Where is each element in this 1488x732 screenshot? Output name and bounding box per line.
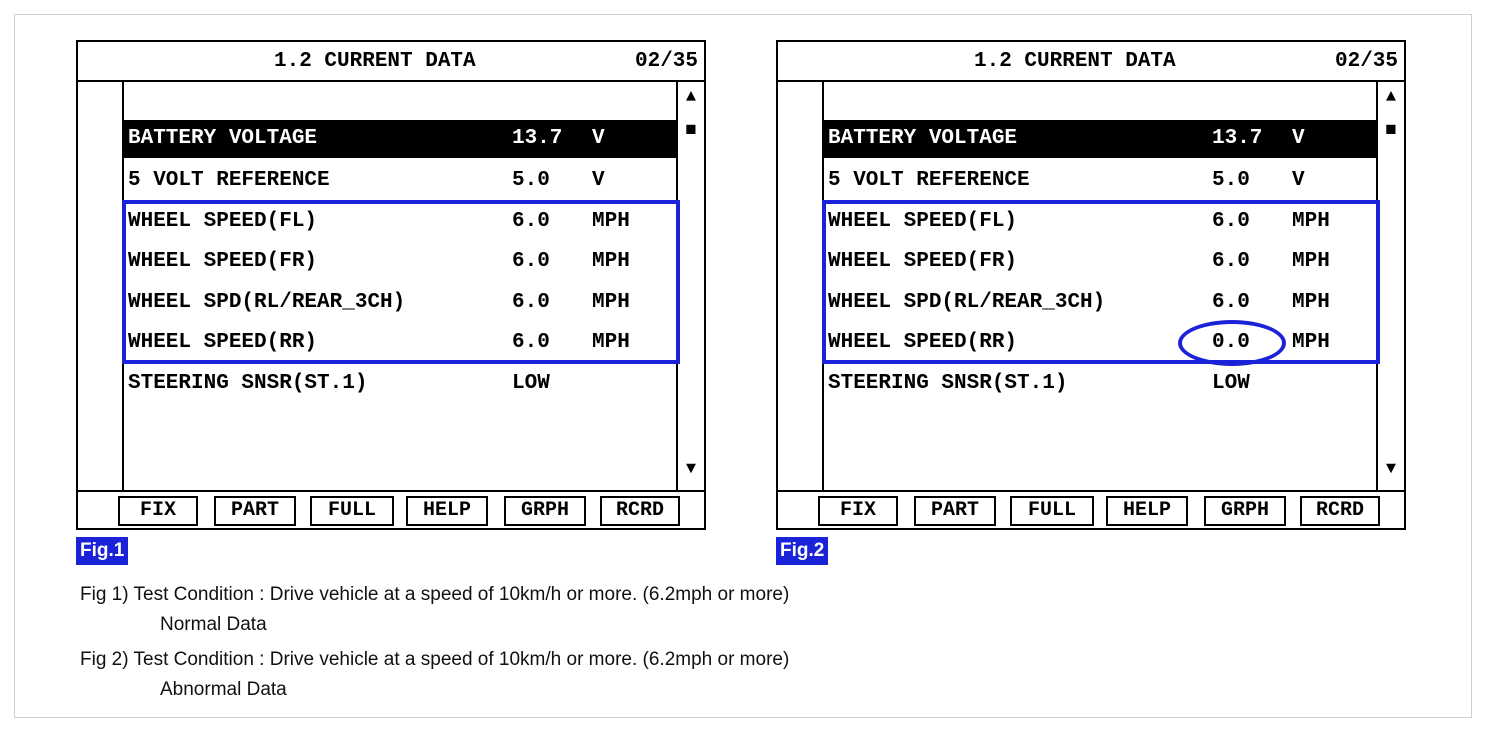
data-row-wheel-speed-fr[interactable] — [824, 243, 1376, 281]
row-value: 13.7 — [512, 127, 563, 150]
data-row-steering-sensor[interactable] — [124, 365, 676, 403]
row-unit: V — [592, 169, 605, 192]
screen-header — [78, 42, 704, 82]
data-row-wheel-spd-rl[interactable] — [824, 284, 1376, 322]
row-name: 5 VOLT REFERENCE — [128, 169, 330, 192]
fig1-test-condition: Fig 1) Test Condition : Drive vehicle at a speed of 10km/h or more. (6.2mph or more) — [80, 584, 790, 605]
row-name: WHEEL SPD(RL/REAR_3CH) — [128, 291, 406, 314]
row-unit: MPH — [1292, 291, 1330, 314]
data-row-wheel-speed-rr[interactable] — [124, 324, 676, 362]
page-counter: 02/35 — [634, 50, 698, 73]
row-unit: MPH — [592, 250, 630, 273]
scroll-up-icon[interactable]: ▲ — [685, 88, 697, 107]
data-row-wheel-speed-rr[interactable] — [824, 324, 1376, 362]
row-name: WHEEL SPEED(FL) — [128, 210, 318, 233]
row-value: 6.0 — [512, 250, 550, 273]
scroll-down-icon[interactable]: ▼ — [1385, 460, 1397, 479]
row-value: 13.7 — [1212, 127, 1263, 150]
scroll-down-icon[interactable]: ▼ — [685, 460, 697, 479]
row-value: LOW — [512, 372, 550, 395]
row-value: 0.0 — [1212, 331, 1250, 354]
data-row-wheel-speed-fr[interactable] — [124, 243, 676, 281]
scroll-up-icon[interactable]: ▲ — [1385, 88, 1397, 107]
row-value: 6.0 — [1212, 250, 1250, 273]
help-button[interactable]: HELP — [406, 496, 488, 526]
full-button[interactable]: FULL — [1010, 496, 1094, 526]
row-name: BATTERY VOLTAGE — [128, 127, 318, 150]
row-unit: MPH — [592, 331, 630, 354]
row-unit: MPH — [592, 210, 630, 233]
fig2-result: Abnormal Data — [160, 679, 287, 700]
row-unit: MPH — [592, 291, 630, 314]
row-name: 5 VOLT REFERENCE — [828, 169, 1030, 192]
scanner-screen-fig1 — [76, 40, 706, 530]
fix-button[interactable]: FIX — [818, 496, 898, 526]
fig1-label: Fig.1 — [76, 537, 128, 565]
part-button[interactable]: PART — [914, 496, 996, 526]
row-unit: MPH — [1292, 210, 1330, 233]
row-unit: MPH — [1292, 331, 1330, 354]
row-name: WHEEL SPEED(FL) — [828, 210, 1018, 233]
full-button[interactable]: FULL — [310, 496, 394, 526]
row-value: 5.0 — [1212, 169, 1250, 192]
scroll-thumb-icon[interactable]: ■ — [685, 119, 697, 141]
rcrd-button[interactable]: RCRD — [600, 496, 680, 526]
part-button[interactable]: PART — [214, 496, 296, 526]
data-row-wheel-speed-fl[interactable] — [824, 203, 1376, 241]
grph-button[interactable]: GRPH — [504, 496, 586, 526]
help-button[interactable]: HELP — [1106, 496, 1188, 526]
fig2-test-condition: Fig 2) Test Condition : Drive vehicle at a speed of 10km/h or more. (6.2mph or more) — [80, 649, 790, 670]
data-row-steering-sensor[interactable] — [824, 365, 1376, 403]
rcrd-button[interactable]: RCRD — [1300, 496, 1380, 526]
row-value: 6.0 — [1212, 291, 1250, 314]
screen-title: 1.2 CURRENT DATA — [274, 50, 476, 73]
row-unit: MPH — [1292, 250, 1330, 273]
grph-button[interactable]: GRPH — [1204, 496, 1286, 526]
screen-title: 1.2 CURRENT DATA — [974, 50, 1176, 73]
screen-header — [778, 42, 1404, 82]
data-row-5v-reference[interactable] — [824, 162, 1376, 200]
row-value: 5.0 — [512, 169, 550, 192]
row-name: BATTERY VOLTAGE — [828, 127, 1018, 150]
right-divider — [676, 82, 678, 492]
data-row-battery-voltage[interactable] — [824, 120, 1376, 158]
row-name: WHEEL SPEED(RR) — [828, 331, 1018, 354]
fig1-result: Normal Data — [160, 614, 267, 635]
row-name: WHEEL SPD(RL/REAR_3CH) — [828, 291, 1106, 314]
scroll-thumb-icon[interactable]: ■ — [1385, 119, 1397, 141]
row-name: STEERING SNSR(ST.1) — [128, 372, 368, 395]
row-value: 6.0 — [512, 331, 550, 354]
row-value: 6.0 — [512, 291, 550, 314]
page-counter: 02/35 — [1334, 50, 1398, 73]
row-value: 6.0 — [512, 210, 550, 233]
row-unit: V — [1292, 127, 1305, 150]
fix-button[interactable]: FIX — [118, 496, 198, 526]
row-unit: V — [592, 127, 605, 150]
row-value: 6.0 — [1212, 210, 1250, 233]
row-name: WHEEL SPEED(FR) — [128, 250, 318, 273]
row-value: LOW — [1212, 372, 1250, 395]
right-divider — [1376, 82, 1378, 492]
function-key-bar — [78, 490, 704, 528]
data-row-5v-reference[interactable] — [124, 162, 676, 200]
data-row-wheel-speed-fl[interactable] — [124, 203, 676, 241]
function-key-bar — [778, 490, 1404, 528]
row-name: WHEEL SPEED(FR) — [828, 250, 1018, 273]
row-name: WHEEL SPEED(RR) — [128, 331, 318, 354]
data-row-wheel-spd-rl[interactable] — [124, 284, 676, 322]
fig2-label: Fig.2 — [776, 537, 828, 565]
row-unit: V — [1292, 169, 1305, 192]
scanner-screen-fig2 — [776, 40, 1406, 530]
data-row-battery-voltage[interactable] — [124, 120, 676, 158]
row-name: STEERING SNSR(ST.1) — [828, 372, 1068, 395]
